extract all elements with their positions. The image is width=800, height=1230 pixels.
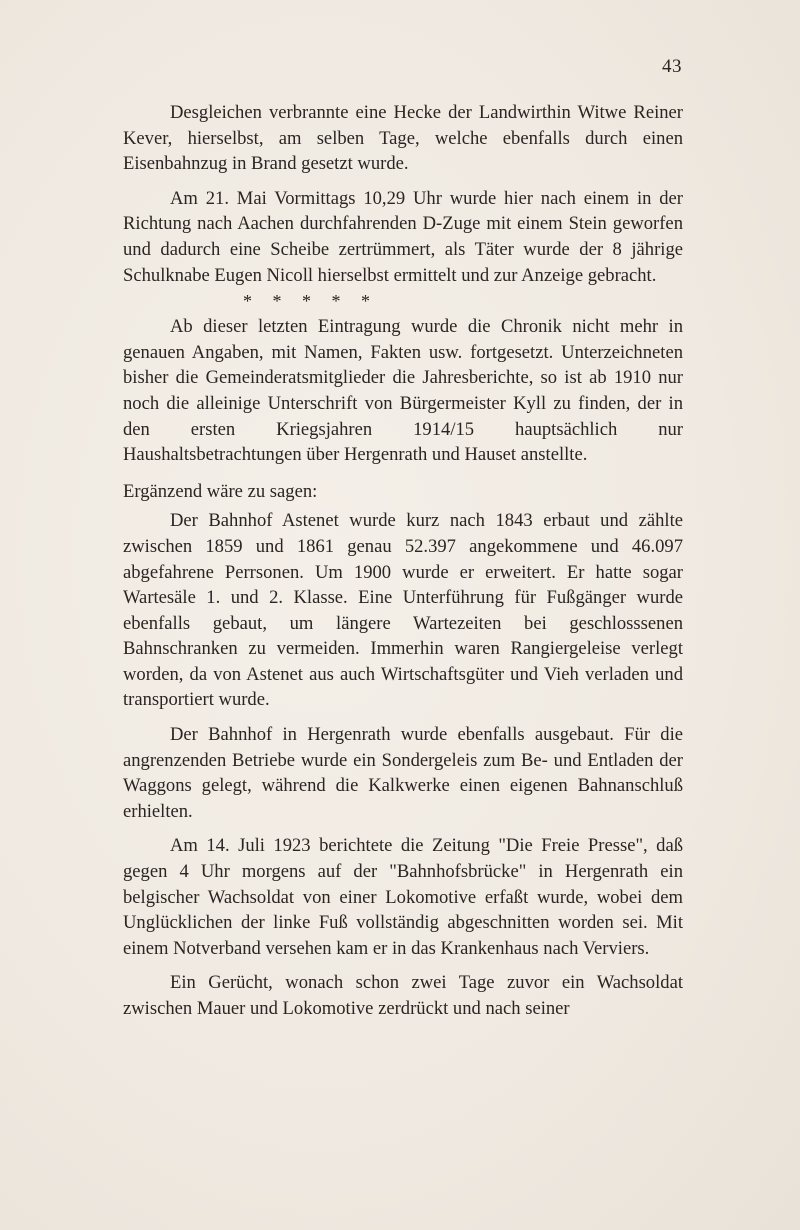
paragraph: Am 14. Juli 1923 berichtete die Zeitung "Die Freie Presse", daß gegen 4 Uhr morgens auf der "Bahnhofsbrücke" in Hergenrath ein belgischer Wachsoldat von einer Lokomotive erfaßt wurde, wobei dem Unglücklichen der linke Fuß vollständig abgeschnitten worden sei. Mit einem Notverband versehen kam er in das Krankenhaus nach Verviers.: [123, 835, 683, 959]
subheading: Ergänzend wäre zu sagen:: [123, 480, 318, 502]
paragraph: Am 21. Mai Vormittags 10,29 Uhr wurde hier nach einem in der Richtung nach Aachen durchfahrenden D-Zuge mit einem Stein geworfen und dadurch eine Scheibe zertrümmert, als Täter wurde der 8 jährige Schulknabe Eugen Nicoll hierselbst ermittelt und zur Anzeige gebracht.: [123, 187, 683, 286]
paragraph: Der Bahnhof Astenet wurde kurz nach 1843 erbaut und zählte zwischen 1859 und 1861 genau 52.397 angekommene und 46.097 abgefahrene Perrsonen. Um 1900 wurde er erweitert. Er hatte sogar Wartesäle 1. und 2. Klasse. Eine Unterführung für Fußgänger wurde ebenfalls gebaut, um längere Wartezeiten bei geschlosssenen Bahnschranken zu vermeiden. Immerhin waren Rangiergeleise verlegt worden, da von Astenet aus auch Wirtschaftsgüter und Vieh verladen und transportiert wurde.: [123, 510, 683, 711]
paragraph: Ab dieser letzten Eintragung wurde die Chronik nicht mehr in genauen Angaben, mit Namen, Fakten usw. fortgesetzt. Unterzeichneten bisher die Gemeinderatsmitglieder die Jahresberichte, so ist ab 1910 nur noch die alleinige Unterschrift von Bürgermeister Kyll zu finden, der in den ersten Kriegsjahren 1914/15 hauptsächlich nur Haushaltsbetrachtungen über Hergenrath und Hauset anstellte.: [123, 316, 683, 466]
body-text: [123, 100, 683, 1022]
section-separator: * * * * *: [243, 291, 378, 312]
paragraph: Desgleichen verbrannte eine Hecke der Landwirthin Witwe Reiner Kever, hierselbst, am selben Tage, welche ebenfalls durch einen Eisenbahnzug in Brand gesetzt wurde.: [123, 102, 683, 175]
paragraph: Der Bahnhof in Hergenrath wurde ebenfalls ausgebaut. Für die angrenzenden Betriebe wurde ein Sondergeleis zum Be- und Entladen der Waggons gelegt, während die Kalkwerke einen eigenen Bahnanschluß erhielten.: [123, 724, 683, 822]
paragraph: Ein Gerücht, wonach schon zwei Tage zuvor ein Wachsoldat zwischen Mauer und Lokomotive zerdrückt und nach seiner: [123, 972, 683, 1019]
page-number: 43: [662, 56, 682, 77]
